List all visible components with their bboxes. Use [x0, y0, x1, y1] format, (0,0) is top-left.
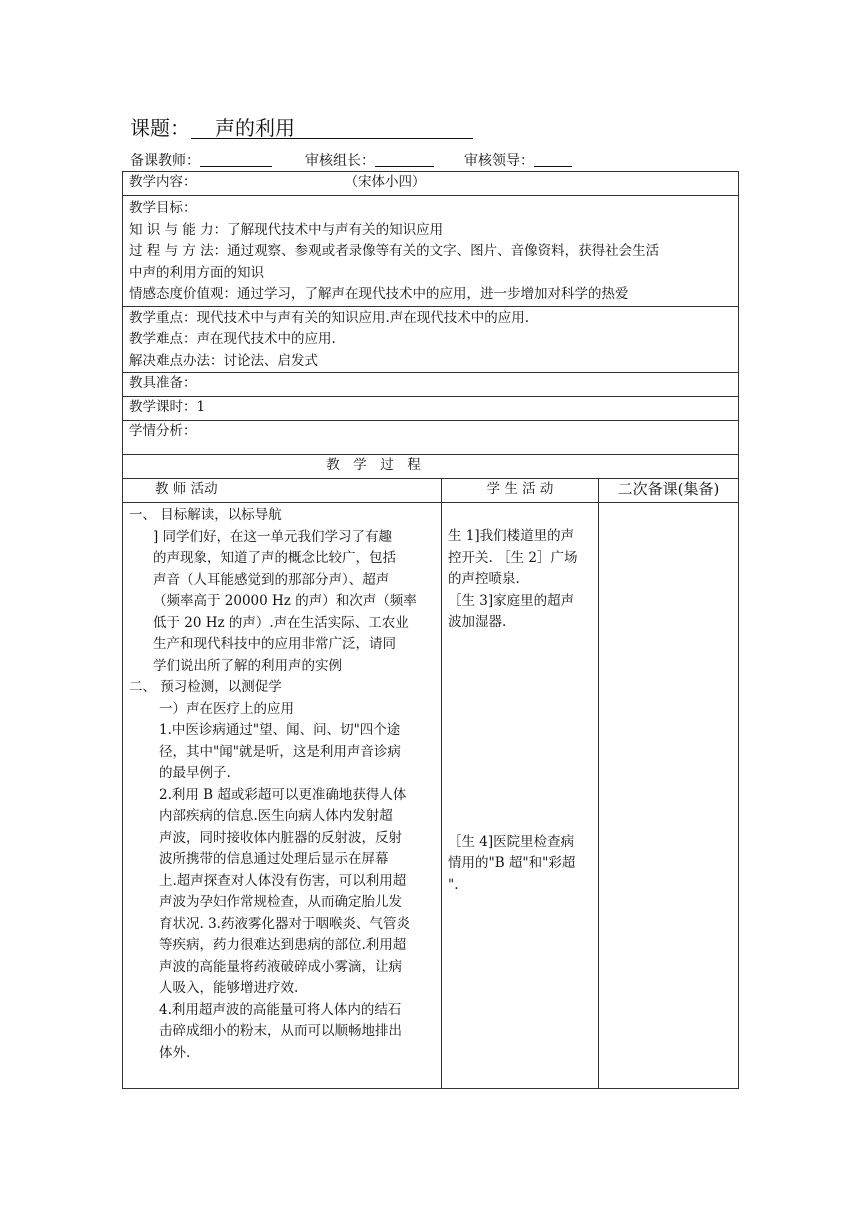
- teacher-line: 的声现象，知道了声的概念比较广，包括: [153, 550, 396, 566]
- teacher-line: 低于 20 Hz 的声）.声在生活实际、工农业: [153, 614, 409, 631]
- teacher-line: 生产和现代科技中的应用非常广泛，请同: [153, 636, 396, 652]
- teacher-line: 一）声在医疗上的应用: [159, 700, 294, 717]
- leader-blank: [534, 150, 572, 167]
- student-line: ".: [448, 876, 459, 893]
- teacher-line: 等疾病，药力很难达到患病的部位.利用超: [159, 937, 407, 953]
- hours-row: [123, 397, 739, 421]
- tools-cell: 教具准备：: [123, 373, 739, 397]
- content-cell: [123, 172, 739, 196]
- teacher-line: 人吸入，能够增进疗效.: [159, 980, 299, 996]
- objectives-title: 教学目标：: [129, 200, 197, 216]
- teacher-line: 声波为孕妇作常规检查，从而确定胎儿发: [159, 894, 402, 910]
- teacher-line: 体外.: [159, 1044, 191, 1061]
- teacher-line: 声波，同时接收体内脏器的反射波，反射: [159, 829, 402, 846]
- content-label: 教学内容：: [129, 174, 197, 190]
- student-line: 波加湿器.: [448, 614, 507, 630]
- col-teacher-header: 教 师 活动: [123, 479, 442, 503]
- group-leader-label: 审核组长：: [305, 153, 375, 169]
- key-points-cell: [123, 306, 739, 373]
- teacher-line: 声音（人耳能感觉到的那部分声）、超声: [153, 571, 390, 588]
- group-leader-field: [305, 150, 434, 172]
- difficulty-method: 解决难点办法：讨论法、启发式: [129, 352, 318, 369]
- objectives-row: [123, 196, 739, 307]
- teacher-line: 4.利用超声波的高能量可将人体内的结石: [159, 1001, 402, 1018]
- student-line: 控开关. ［生 2］广场: [448, 549, 578, 566]
- teacher-line: 波所携带的信息通过处理后显示在屏幕: [159, 851, 389, 867]
- lesson-plan-table: [122, 171, 739, 1089]
- analysis-cell: 学情分析：: [123, 421, 739, 455]
- teacher-line: 击碎成细小的粉末，从而可以顺畅地排出: [159, 1023, 402, 1039]
- student-line: 情用的"B 超"和"彩超: [448, 855, 576, 871]
- difficulty: 教学难点：声在现代技术中的应用.: [129, 331, 336, 347]
- prep-teacher-label: 备课教师：: [130, 153, 200, 169]
- student-line: 的声控喷泉.: [448, 571, 520, 587]
- student-line: ［生 4]医院里检查病: [448, 833, 575, 850]
- objectives-cell: [123, 196, 739, 307]
- teacher-line: （频率高于 20000 Hz 的声）和次声（频率: [153, 593, 417, 609]
- teacher-line: 育状况. 3.药液雾化器对于咽喉炎、气管炎: [159, 915, 410, 932]
- analysis-row: [123, 421, 739, 455]
- second-prep-cell: [599, 503, 739, 1089]
- teacher-line: 学们说出所了解的利用声的实例: [153, 657, 342, 674]
- group-leader-blank: [375, 150, 434, 167]
- objective-emotion: 情感态度价值观：通过学习，了解声在现代技术中的应用，进一步增加对科学的热爱: [129, 286, 629, 302]
- col-second-header: 二次备课(集备): [599, 479, 739, 503]
- leader-label: 审核领导：: [464, 153, 534, 169]
- process-body-row: [123, 503, 739, 1089]
- teacher-line: 内部疾病的信息.医生向病人体内发射超: [159, 808, 393, 824]
- process-title-row: [123, 455, 739, 479]
- student-line: ［生 3]家庭里的超声: [448, 592, 575, 609]
- column-header-row: [123, 479, 739, 503]
- teacher-line: 一、 目标解读，以标导航: [129, 507, 282, 523]
- student-line: 生 1]我们楼道里的声: [448, 528, 575, 544]
- teacher-line: 1.中医诊病通过"望、闻、问、切"四个途: [159, 722, 401, 738]
- teacher-activity-cell: [123, 503, 442, 1089]
- objective-process-line-2: 中声的利用方面的知识: [129, 264, 264, 281]
- teacher-line: 2.利用 B 超或彩超可以更准确地获得人体: [159, 786, 407, 803]
- objective-knowledge: 知 识 与 能 力：了解现代技术中与声有关的知识应用: [129, 221, 444, 238]
- prep-teacher-field: [130, 150, 272, 172]
- key-point: 教学重点：现代技术中与声有关的知识应用.声在现代技术中的应用.: [129, 309, 530, 326]
- title-label: 课题：: [130, 116, 190, 140]
- key-points-row: [123, 306, 739, 373]
- process-title: 教 学 过 程: [123, 455, 739, 479]
- teacher-line: 的最早例子.: [159, 765, 231, 781]
- content-row: [123, 172, 739, 196]
- student-activity-cell: [442, 503, 599, 1089]
- teacher-line: 径，其中"闻"就是听，这是利用声音诊病: [159, 743, 401, 760]
- leader-field: [464, 150, 572, 172]
- prep-teacher-blank: [200, 150, 272, 167]
- tools-row: [123, 373, 739, 397]
- hours-cell: 教学课时：1: [123, 397, 739, 421]
- lesson-title: 声的利用: [215, 116, 295, 140]
- content-note: （宋体小四）: [344, 174, 426, 190]
- teacher-line: 二、 预习检测，以测促学: [129, 679, 282, 695]
- col-student-header: 学 生 活 动: [442, 479, 599, 503]
- teacher-line: 声波的高能量将药液破碎成小雾滴，让病: [159, 958, 402, 975]
- teacher-line: ] 同学们好，在这一单元我们学习了有趣: [153, 528, 393, 545]
- teacher-line: 上.超声探查对人体没有伤害，可以利用超: [159, 872, 407, 889]
- objective-process-line-1: 过 程 与 方 法：通过观察、参观或者录像等有关的文字、图片、音像资料，获得社会生活: [129, 243, 660, 259]
